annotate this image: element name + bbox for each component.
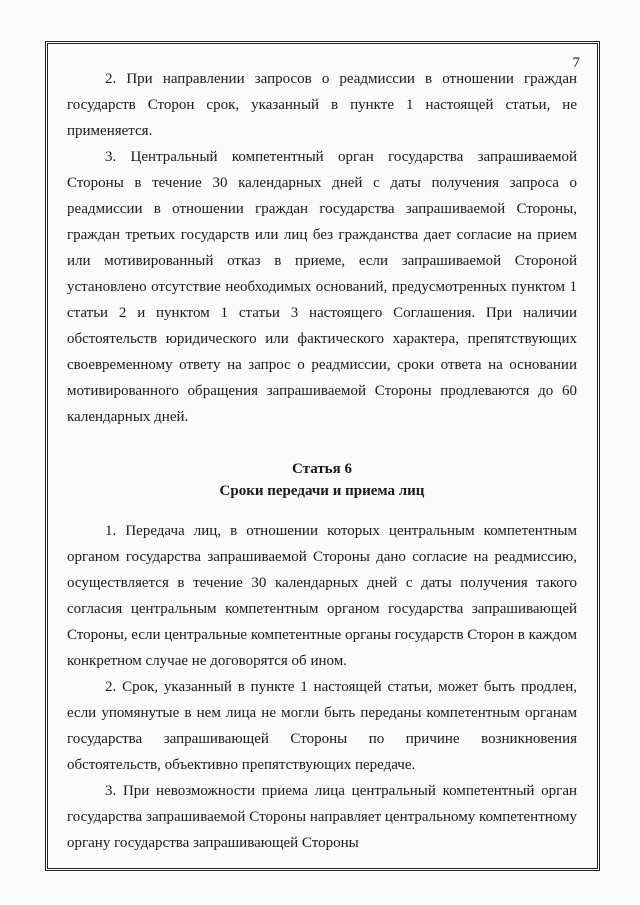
paragraph: 3. Центральный компетентный орган государства запрашиваемой Стороны в течение 30 календарных дней с даты получения запроса о реадмиссии в отношении граждан государства запрашиваемой Стороны, граждан третьих государств или лиц без гражданства дает согласие на прием или мотивированный отказ в приеме, если запрашиваемой Стороной установлено отсутствие необходимых оснований, предусмотренных пунктом 1 статьи 2 и пунктом 1 статьи 3 настоящего Соглашения. При наличии обстоятельств юридического или фактического характера, препятствующих своевременному ответу на запрос о реадмиссии, сроки ответа на основании мотивированного обращения запрашиваемой Стороны продлеваются до 60 календарных дней.	[67, 149, 577, 425]
page-number: 7	[572, 55, 580, 71]
document-body	[67, 66, 577, 856]
paragraph: 3. При невозможности приема лица центральный компетентный орган государства запрашиваемой Стороны направляет центральному компетентному органу государства запрашивающей Стороны	[67, 783, 577, 851]
article-title: Сроки передачи и приема лиц	[219, 483, 425, 499]
article-number: Статья 6	[292, 461, 352, 477]
paragraph: 2. При направлении запросов о реадмиссии в отношении граждан государств Сторон срок, указанный в пункте 1 настоящей статьи, не применяется.	[67, 71, 577, 139]
paragraph: 2. Срок, указанный в пункте 1 настоящей статьи, может быть продлен, если упомянутые в нем лица не могли быть переданы компетентным органам государства запрашивающей Стороны по причине возникновения обстоятельств, объективно препятствующих передаче.	[67, 679, 577, 773]
paragraph: 1. Передача лиц, в отношении которых центральным компетентным органом государства запрашиваемой Стороны дано согласие на реадмиссию, осуществляется в течение 30 календарных дней с даты получения такого согласия центральным компетентным органом государства запрашивающей Стороны, если центральные компетентные органы государств Сторон в каждом конкретном случае не договорятся об ином.	[67, 523, 577, 669]
